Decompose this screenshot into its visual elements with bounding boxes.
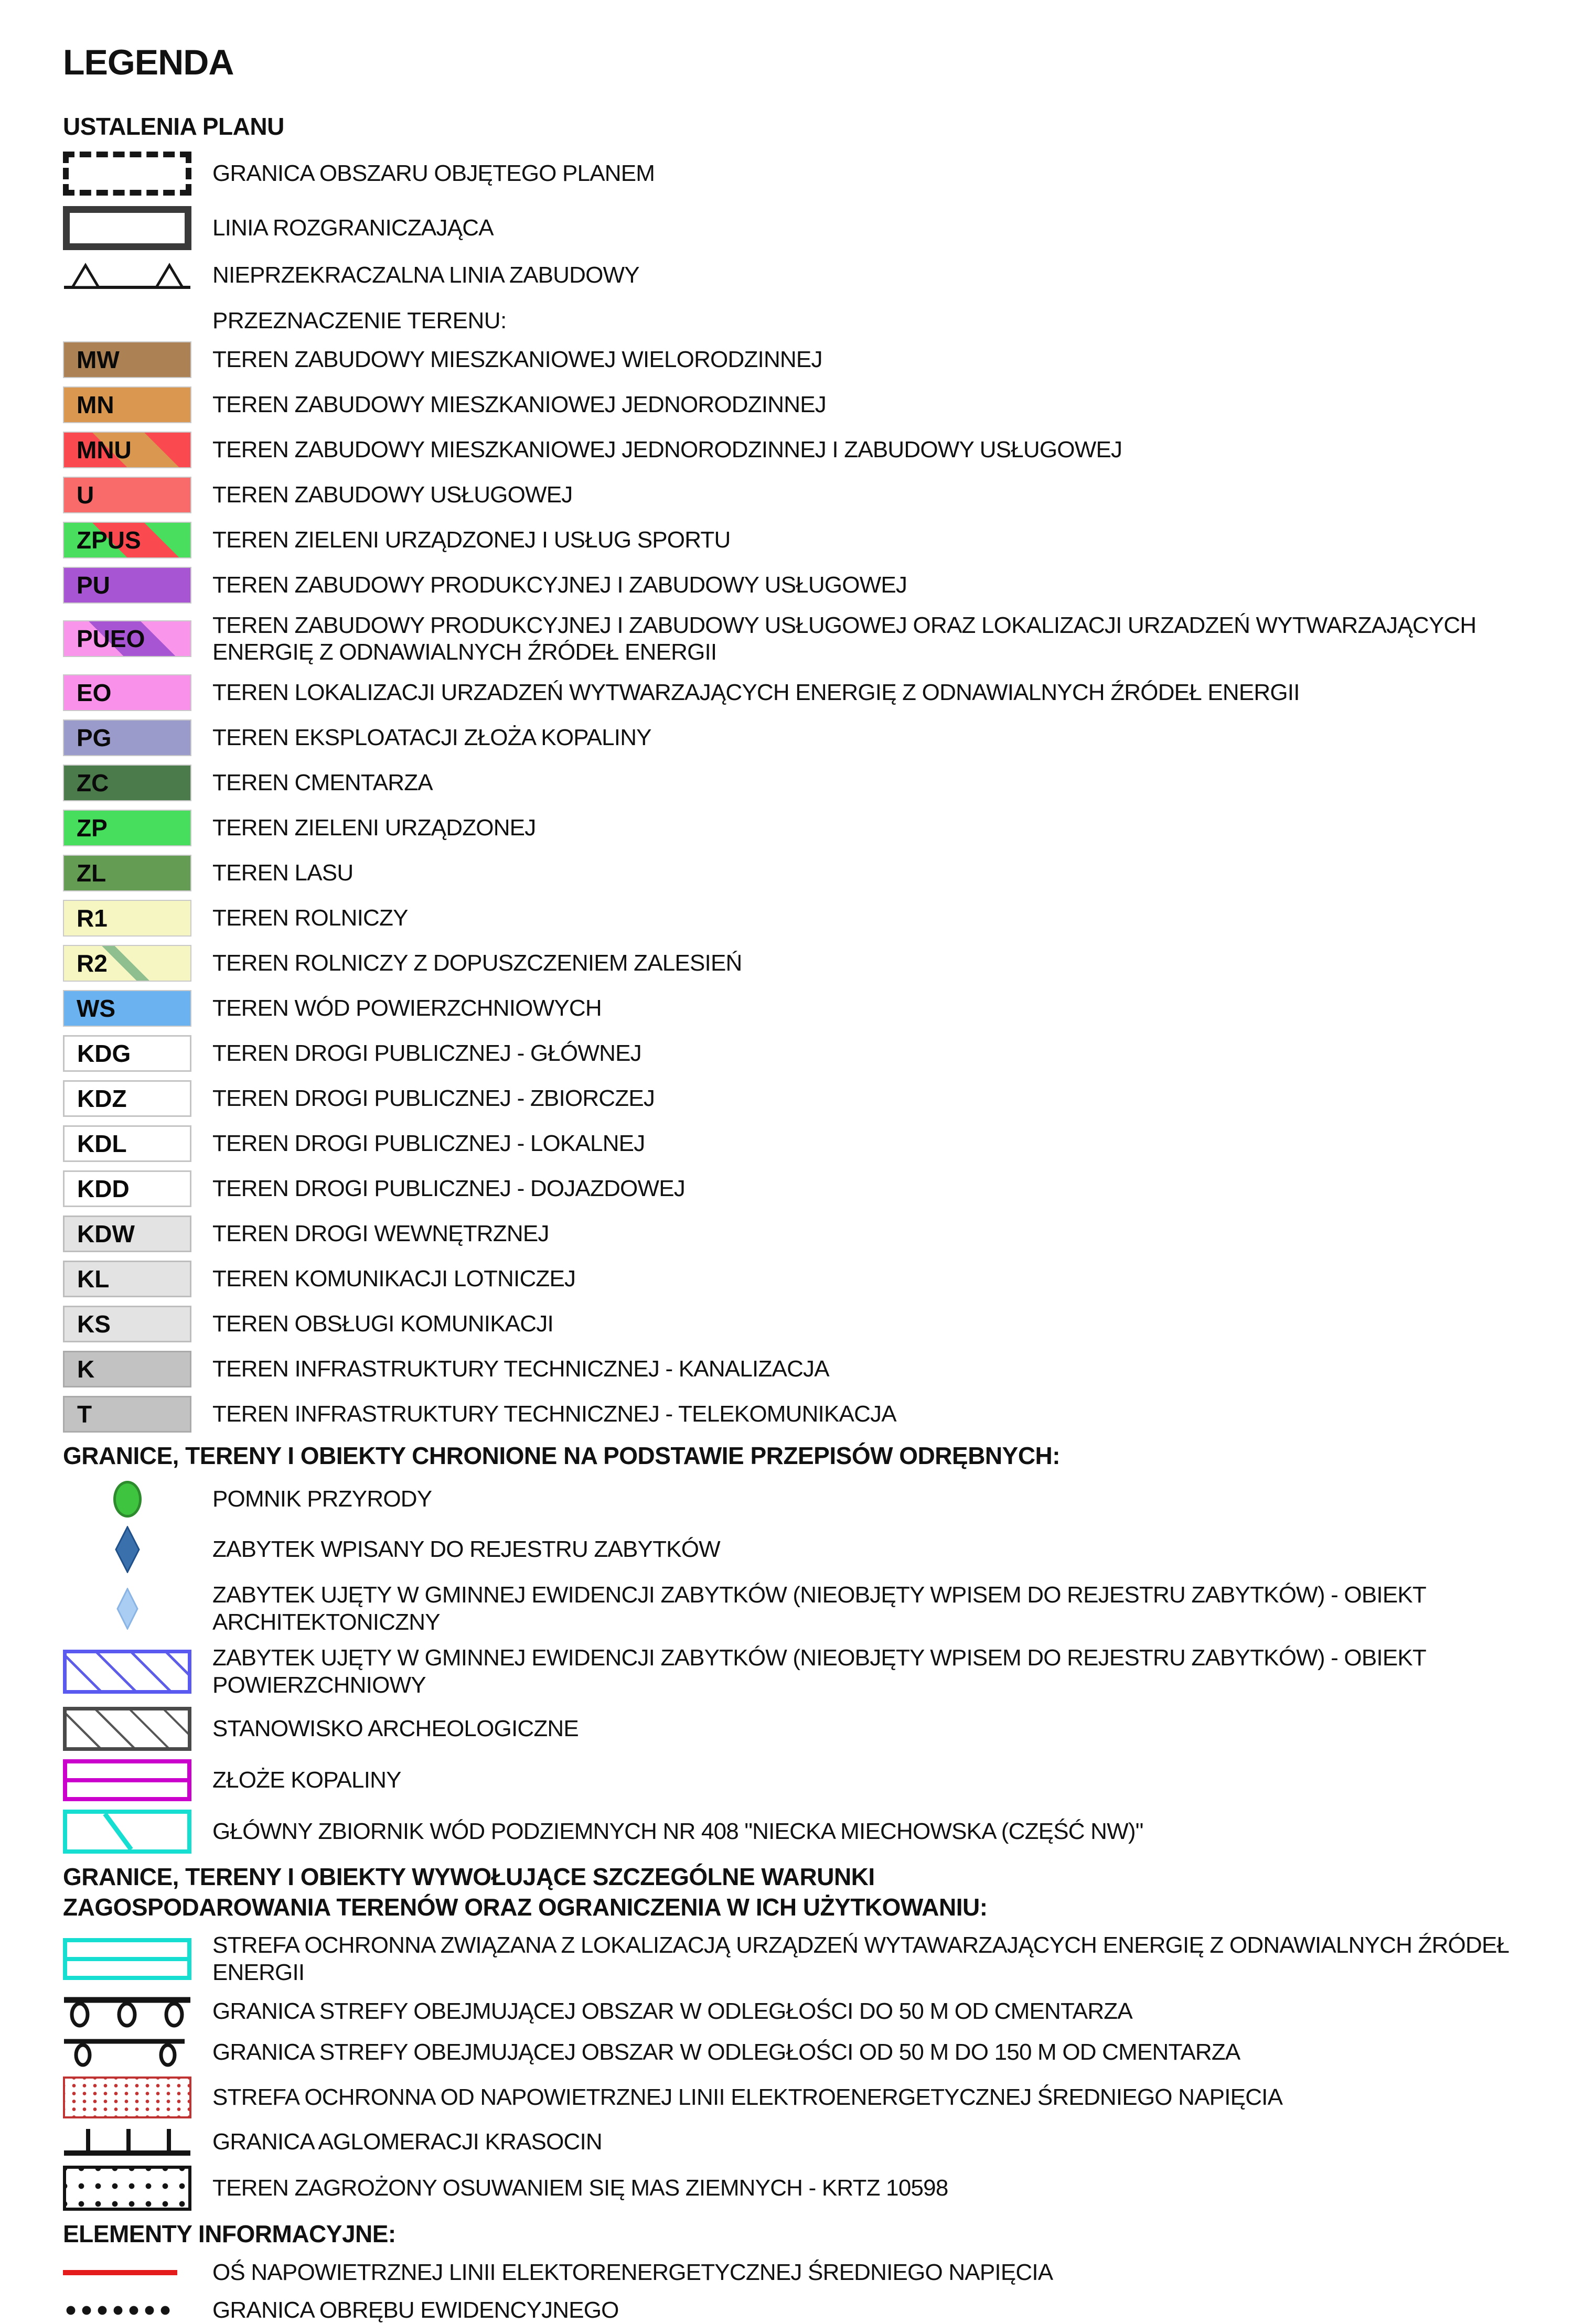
legend-label: ZABYTEK UJĘTY W GMINNEJ EWIDENCJI ZABYTKÓW (NIEOBJĘTY WPISEM DO REJESTRU ZABYTKÓW) - OBIEKT ARCHITEKTONICZNY <box>212 1581 1426 1635</box>
legend-row <box>63 261 1564 290</box>
zone-code: R1 <box>77 905 108 932</box>
zone-label: TEREN DROGI PUBLICZNEJ - GŁÓWNEJ <box>212 1040 641 1067</box>
legend-label: GRANICA STREFY OBEJMUJĄCEJ OBSZAR W ODLEGŁOŚCI DO 50 M OD CMENTARZA <box>212 1998 1132 2025</box>
legend-row <box>63 2127 1564 2157</box>
zone-label: TEREN WÓD POWIERZCHNIOWYCH <box>212 995 602 1021</box>
swatch-r1 <box>63 900 191 937</box>
swatch-zl <box>63 855 191 891</box>
zone-label: TEREN DROGI PUBLICZNEJ - ZBIORCZEJ <box>212 1085 655 1112</box>
zone-code: PG <box>77 724 112 752</box>
swatch-k <box>63 1351 191 1387</box>
swatch-mw <box>63 341 191 378</box>
legend-row <box>63 206 1564 250</box>
legend-row <box>63 1932 1564 1986</box>
legend-row <box>63 674 1564 711</box>
legend-label: ZABYTEK WPISANY DO REJESTRU ZABYTKÓW <box>212 1536 720 1562</box>
zone-code: KDZ <box>77 1085 127 1113</box>
section-heading-special <box>63 1862 1564 1922</box>
mineral-deposit-icon <box>63 1759 191 1801</box>
municipal-monument-area-icon <box>63 1650 191 1694</box>
nature-monument-icon <box>113 1481 142 1518</box>
cemetery-zone-50-150m-icon <box>63 2037 191 2068</box>
cemetery-zone-50m-icon <box>63 1995 191 2028</box>
legend-row <box>63 2259 1564 2286</box>
legend-row <box>63 567 1564 604</box>
legend-row <box>63 1481 1564 1518</box>
legend-row <box>63 2297 1564 2324</box>
legend-row <box>63 1170 1564 1207</box>
swatch-kdw <box>63 1215 191 1252</box>
zone-code: KS <box>77 1310 111 1338</box>
swatch-pu <box>63 567 191 604</box>
legend-label: ZABYTEK UJĘTY W GMINNEJ EWIDENCJI ZABYTKÓW (NIEOBJĘTY WPISEM DO REJESTRU ZABYTKÓW) - OBIEKT POWIERZCHNIOWY <box>212 1644 1426 1698</box>
swatch-ks <box>63 1306 191 1342</box>
zone-label: TEREN INFRASTRUKTURY TECHNICZNEJ - TELEKOMUNIKACJA <box>212 1401 896 1427</box>
legend-row <box>63 1035 1564 1072</box>
swatch-mn <box>63 386 191 423</box>
swatch-zpus <box>63 522 191 558</box>
legend-row <box>63 432 1564 468</box>
legend-row <box>63 1125 1564 1162</box>
zone-label: TEREN LASU <box>212 860 354 886</box>
cadastral-district-boundary-icon <box>63 2304 176 2317</box>
zone-label: TEREN DROGI WEWNĘTRZNEJ <box>212 1221 549 1247</box>
zone-code: WS <box>77 995 116 1023</box>
swatch-kdl <box>63 1125 191 1162</box>
swatch-pueo <box>63 620 191 657</box>
legend-row <box>63 2076 1564 2118</box>
zone-label: TEREN ZABUDOWY PRODUKCYJNEJ I ZABUDOWY USŁUGOWEJ ORAZ LOKALIZACJI URZADZEŃ WYTWARZAJĄCYCH ENERGIĘ Z ODNAWIALNYCH ŹRÓDEŁ ENERGII <box>212 612 1476 665</box>
section-heading-info: ELEMENTY INFORMACYJNE: <box>63 2220 396 2248</box>
legend-row <box>63 1396 1564 1433</box>
swatch-pg <box>63 719 191 756</box>
swatch-mnu <box>63 432 191 468</box>
legend-label: GRANICA OBRĘBU EWIDENCYJNEGO <box>212 2297 619 2323</box>
zone-code: ZP <box>77 814 108 842</box>
legend-label: OŚ NAPOWIETRZNEJ LINII ELEKTORENERGETYCZNEJ ŚREDNIEGO NAPIĘCIA <box>212 2259 1053 2285</box>
zone-label: TEREN ZABUDOWY MIESZKANIOWEJ JEDNORODZINNEJ I ZABUDOWY USŁUGOWEJ <box>212 436 1122 462</box>
zone-code: KDG <box>77 1040 131 1068</box>
zone-code: MNU <box>77 436 132 464</box>
legend-row <box>63 1215 1564 1252</box>
swatch-u <box>63 477 191 513</box>
legend-row <box>63 1581 1564 1636</box>
zone-code: T <box>77 1401 92 1428</box>
legend-row <box>63 341 1564 378</box>
legend-row <box>63 1526 1564 1573</box>
legend-label: ZŁOŻE KOPALINY <box>212 1767 401 1793</box>
zone-code: EO <box>77 679 112 707</box>
swatch-eo <box>63 674 191 711</box>
legend-label: STREFA OCHRONNA OD NAPOWIETRZNEJ LINII ELEKTROENERGETYCZNEJ ŚREDNIEGO NAPIĘCIA <box>212 2084 1283 2111</box>
legend-row <box>63 1707 1564 1751</box>
zone-label: TEREN OBSŁUGI KOMUNIKACJI <box>212 1311 553 1337</box>
zone-code: KDW <box>77 1220 135 1248</box>
swatch-zc <box>63 765 191 801</box>
zone-label: TEREN ZABUDOWY MIESZKANIOWEJ WIELORODZINNEJ <box>212 346 822 372</box>
legend-label: GRANICA OBSZARU OBJĘTEGO PLANEM <box>212 160 655 186</box>
legend-label: TEREN ZAGROŻONY OSUWANIEM SIĘ MAS ZIEMNYCH - KRTZ 10598 <box>212 2175 948 2201</box>
legend-label: GRANICA STREFY OBEJMUJĄCEJ OBSZAR W ODLEGŁOŚCI OD 50 M DO 150 M OD CMENTARZA <box>212 2039 1240 2065</box>
zone-label: TEREN DROGI PUBLICZNEJ - LOKALNEJ <box>212 1131 645 1157</box>
zone-code: K <box>77 1355 95 1383</box>
zone-label: TEREN CMENTARZA <box>212 770 433 796</box>
special-heading-line1: GRANICE, TERENY I OBIEKTY WYWOŁUJĄCE SZCZEGÓLNE WARUNKI <box>63 1863 875 1891</box>
swatch-kl <box>63 1261 191 1297</box>
zone-code: ZC <box>77 769 109 797</box>
legend-row <box>63 477 1564 513</box>
archaeological-site-icon <box>63 1707 191 1751</box>
swatch-kdd <box>63 1170 191 1207</box>
zone-code: U <box>77 481 94 509</box>
legend-row <box>63 1261 1564 1297</box>
legend-row <box>63 990 1564 1027</box>
dividing-line-icon <box>63 206 191 250</box>
zone-label: TEREN ZABUDOWY PRODUKCYJNEJ I ZABUDOWY USŁUGOWEJ <box>212 572 907 598</box>
legend-row <box>63 152 1564 196</box>
power-line-axis-icon <box>63 2270 177 2275</box>
legend-row <box>63 2166 1564 2211</box>
zone-label: TEREN INFRASTRUKTURY TECHNICZNEJ - KANALIZACJA <box>212 1356 829 1382</box>
zone-label: TEREN EKSPLOATACJI ZŁOŻA KOPALINY <box>212 725 651 751</box>
legend-row <box>63 1810 1564 1854</box>
landuse-heading: PRZEZNACZENIE TERENU: <box>212 307 507 333</box>
registered-monument-icon <box>115 1526 140 1573</box>
special-heading-line2: ZAGOSPODAROWANIA TERENÓW ORAZ OGRANICZENIA W ICH UŻYTKOWANIU: <box>63 1893 988 1921</box>
legend-row <box>63 765 1564 801</box>
section-heading-protected: GRANICE, TERENY I OBIEKTY CHRONIONE NA PODSTAWIE PRZEPISÓW ODRĘBNYCH: <box>63 1442 1061 1470</box>
swatch-kdg <box>63 1035 191 1072</box>
zone-label: TEREN ZIELENI URZĄDZONEJ I USŁUG SPORTU <box>212 526 731 553</box>
building-limit-line-icon <box>63 261 191 290</box>
legend-label: STREFA OCHRONNA ZWIĄZANA Z LOKALIZACJĄ URZĄDZEŃ WYTAWARZAJĄCYCH ENERGIĘ Z ODNAWIALNYCH ŹRÓDEŁ ENERGII <box>212 1932 1510 1986</box>
zone-label: TEREN LOKALIZACJI URZADZEŃ WYTWARZAJĄCYCH ENERGIĘ Z ODNAWIALNYCH ŹRÓDEŁ ENERGII <box>212 680 1300 706</box>
page-title: LEGENDA <box>63 42 234 82</box>
legend-label: LINIA ROZGRANICZAJĄCA <box>212 214 494 241</box>
municipal-monument-architectural-icon <box>116 1588 138 1630</box>
legend-row <box>63 810 1564 846</box>
zone-label: TEREN KOMUNIKACJI LOTNICZEJ <box>212 1266 576 1292</box>
legend-label: POMNIK PRZYRODY <box>212 1486 432 1512</box>
legend-row <box>63 945 1564 982</box>
zone-label: TEREN ZIELENI URZĄDZONEJ <box>212 815 536 841</box>
res-protection-zone-icon <box>63 1938 191 1980</box>
zone-code: MW <box>77 346 120 373</box>
legend-row <box>63 1759 1564 1801</box>
legend-label: NIEPRZEKRACZALNA LINIA ZABUDOWY <box>212 262 639 288</box>
legend-label: GŁÓWNY ZBIORNIK WÓD PODZIEMNYCH NR 408 "NIECKA MIECHOWSKA (CZĘŚĆ NW)" <box>212 1819 1143 1845</box>
groundwater-reservoir-icon <box>63 1810 191 1854</box>
swatch-r2 <box>63 945 191 982</box>
zone-code: KDD <box>77 1175 130 1203</box>
legend-row <box>63 1644 1564 1699</box>
legend-row <box>63 612 1564 666</box>
zone-code: ZPUS <box>77 526 141 554</box>
landslide-risk-area-icon <box>63 2166 191 2211</box>
zone-code: PUEO <box>77 625 145 653</box>
zone-label: TEREN DROGI PUBLICZNEJ - DOJAZDOWEJ <box>212 1176 685 1202</box>
legend-label: STANOWISKO ARCHEOLOGICZNE <box>212 1716 579 1742</box>
power-line-protection-zone-icon <box>63 2076 191 2118</box>
zone-code: MN <box>77 391 114 418</box>
zone-label: TEREN ROLNICZY Z DOPUSZCZENIEM ZALESIEŃ <box>212 950 742 976</box>
legend-row <box>63 855 1564 891</box>
swatch-t <box>63 1396 191 1433</box>
zone-label: TEREN ROLNICZY <box>212 905 408 931</box>
legend-row <box>63 522 1564 558</box>
zone-code: ZL <box>77 859 106 887</box>
legend-label: GRANICA AGLOMERACJI KRASOCIN <box>212 2129 602 2155</box>
zone-code: KL <box>77 1265 110 1293</box>
swatch-kdz <box>63 1080 191 1117</box>
legend-row <box>63 1306 1564 1342</box>
krasocin-boundary-icon <box>63 2127 191 2157</box>
swatch-ws <box>63 990 191 1027</box>
legend-row <box>63 719 1564 756</box>
legend-row <box>63 1080 1564 1117</box>
plan-area-boundary-icon <box>63 152 191 196</box>
legend-row <box>63 900 1564 937</box>
legend-row <box>63 2037 1564 2068</box>
zone-code: KDL <box>77 1130 127 1158</box>
zone-label: TEREN ZABUDOWY MIESZKANIOWEJ JEDNORODZINNEJ <box>212 391 826 417</box>
legend-row <box>63 1995 1564 2028</box>
legend-row <box>63 386 1564 423</box>
legend-row <box>63 1351 1564 1387</box>
zone-code: R2 <box>77 950 108 977</box>
section-heading-plan: USTALENIA PLANU <box>63 113 284 140</box>
swatch-zp <box>63 810 191 846</box>
zone-label: TEREN ZABUDOWY USŁUGOWEJ <box>212 481 573 508</box>
zone-code: PU <box>77 571 110 599</box>
